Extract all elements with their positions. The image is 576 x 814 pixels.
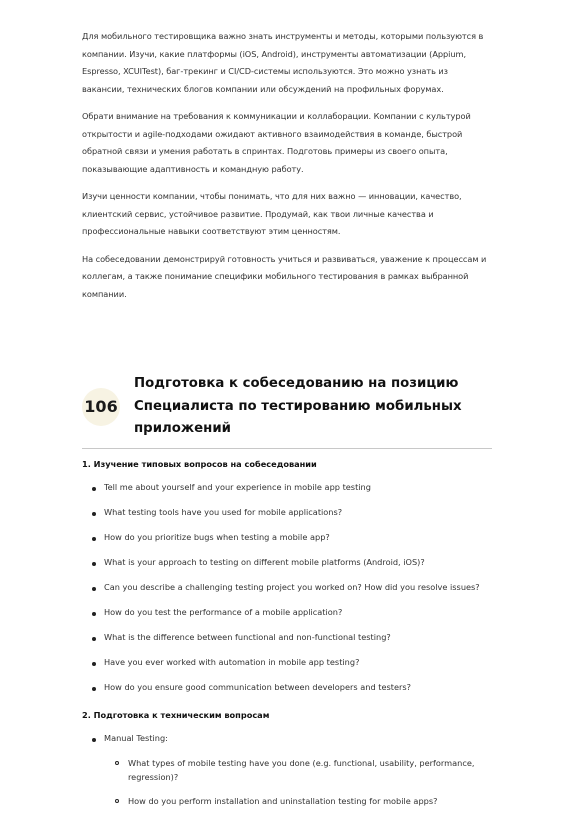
section-header	[82, 373, 492, 441]
paragraph-communication: Обрати внимание на требования к коммуникации и коллаборации. Компании с культурой открытости и agile-подходами ожидают активного взаимодействия в команде, быстрой обратной связи и умения работать в спринтах. Подготовь примеры из своего опыта, показывающие адаптивность и командную работу.	[82, 111, 471, 174]
subsection-heading-technical-questions: 2. Подготовка к техническим вопросам	[82, 709, 270, 720]
typical-questions-list	[82, 475, 492, 700]
sublist-item: How do you perform installation and uninstallation testing for mobile apps?	[104, 789, 492, 813]
subsection-heading-typical-questions: 1. Изучение типовых вопросов на собеседовании	[82, 458, 317, 469]
list-item: Tell me about yourself and your experience in mobile app testing	[82, 475, 492, 500]
list-item: How do you prioritize bugs when testing a mobile app?	[82, 525, 492, 550]
section-divider	[82, 448, 492, 449]
list-item: Have you ever worked with automation in mobile app testing?	[82, 650, 492, 675]
sublist-item: What types of mobile testing have you done (e.g. functional, usability, performance, regression)?	[104, 751, 492, 789]
technical-questions-list	[82, 726, 492, 751]
paragraph-values: Изучи ценности компании, чтобы понимать, что для них важно — инновации, качество, клиентский сервис, устойчивое развитие. Продумай, как твои личные качества и профессиональные навыки соответствуют этим ценностям.	[82, 191, 462, 236]
section-title: Подготовка к собеседованию на позицию Специалиста по тестированию мобильных приложений	[134, 376, 462, 436]
paragraph-tools: Для мобильного тестировщика важно знать инструменты и методы, которыми пользуются в компании. Изучи, какие платформы (iOS, Android), инструменты автоматизации (Appium, Espresso, XCUITest), баг-трекинг и CI/CD-системы используются. Это можно узнать из вакансии, технических блогов компании или обсуждений на профильных форумах.	[82, 31, 484, 94]
manual-testing-sublist	[82, 751, 492, 813]
section-number-badge: 106	[82, 388, 120, 426]
list-item: What testing tools have you used for mobile applications?	[82, 500, 492, 525]
list-item-manual-testing: Manual Testing:	[82, 726, 492, 751]
list-item: How do you ensure good communication between developers and testers?	[82, 675, 492, 700]
list-item: What is the difference between functional and non-functional testing?	[82, 625, 492, 650]
paragraph-interview: На собеседовании демонстрируй готовность учиться и развиваться, уважение к процессам и коллегам, а также понимание специфики мобильного тестирования в рамках выбранной компании.	[82, 253, 487, 299]
list-item: Can you describe a challenging testing project you worked on? How did you resolve issues?	[82, 575, 492, 600]
list-item: What is your approach to testing on different mobile platforms (Android, iOS)?	[82, 550, 492, 575]
list-item: How do you test the performance of a mobile application?	[82, 600, 492, 625]
